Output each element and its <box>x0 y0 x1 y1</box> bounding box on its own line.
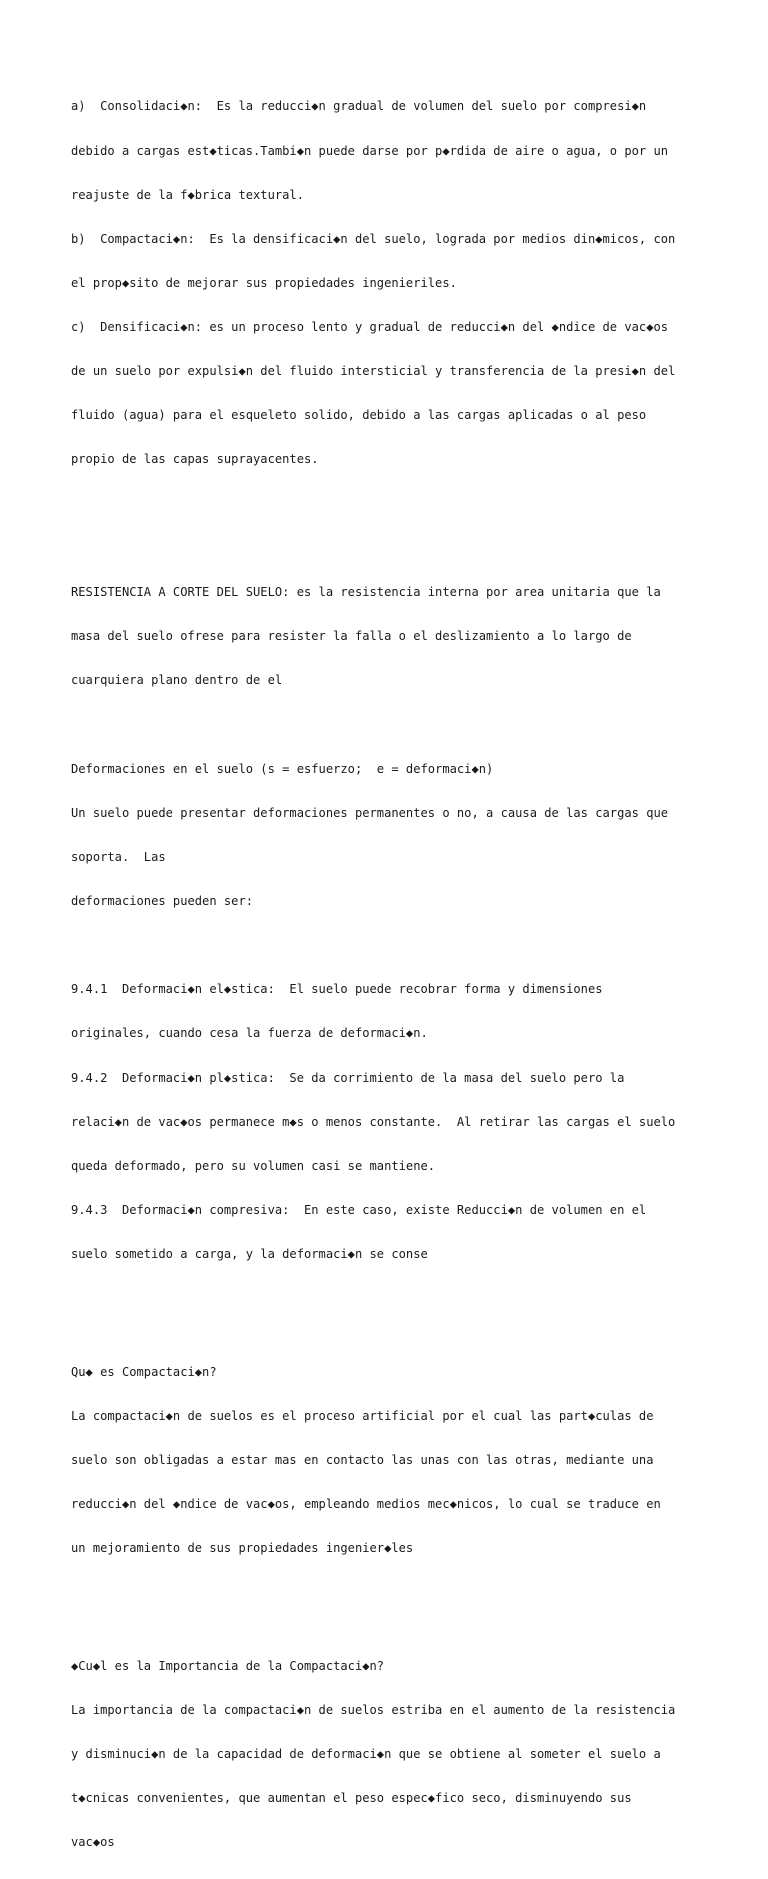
text-line: c) Densificaci◆n: es un proceso lento y gradual de reducci◆n del ◆ndice de vac◆os <box>71 319 669 334</box>
resistencia-paragraph <box>71 555 711 717</box>
text-line: vac◆os <box>71 1834 115 1849</box>
text-line: 9.4.3 Deformaci◆n compresiva: En este caso, existe Reducci◆n de volumen en el <box>71 1202 647 1217</box>
text-line: debido a cargas est◆ticas.Tambi◆n puede darse por p◆rdida de aire o agua, o por un <box>71 143 669 158</box>
text-line: Qu◆ es Compactaci◆n? <box>71 1364 217 1379</box>
text-line: La compactaci◆n de suelos es el proceso artificial por el cual las part◆culas de <box>71 1408 654 1423</box>
spacer <box>71 496 711 540</box>
text-line: b) Compactaci◆n: Es la densificaci◆n del suelo, lograda por medios din◆micos, con <box>71 231 676 246</box>
text-line: fluido (agua) para el esqueleto solido, debido a las cargas aplicadas o al peso <box>71 408 647 423</box>
text-line: un mejoramiento de sus propiedades ingenier◆les <box>71 1540 414 1555</box>
text-line: soporta. Las <box>71 849 166 864</box>
text-line: propio de las capas suprayacentes. <box>71 452 319 467</box>
tipos-deformacion-paragraph <box>71 953 711 1291</box>
text-line: de un suelo por expulsi◆n del fluido intersticial y transferencia de la presi◆n del <box>71 364 676 379</box>
text-line: reducci◆n del ◆ndice de vac◆os, empleando medios mec◆nicos, lo cual se traduce en <box>71 1496 661 1511</box>
text-line: Un suelo puede presentar deformaciones permanentes o no, a causa de las cargas que <box>71 805 669 820</box>
text-line: ◆Cu◆l es la Importancia de la Compactaci◆n? <box>71 1658 385 1673</box>
text-line: deformaciones pueden ser: <box>71 893 254 908</box>
text-line: La importancia de la compactaci◆n de suelos estriba en el aumento de la resistencia <box>71 1702 676 1717</box>
deformaciones-paragraph <box>71 732 711 938</box>
text-line: relaci◆n de vac◆os permanece m◆s o menos constante. Al retirar las cargas el suelo <box>71 1114 676 1129</box>
importancia-paragraph <box>71 1629 711 1879</box>
text-line: a) Consolidaci◆n: Es la reducci◆n gradual de volumen del suelo por compresi◆n <box>71 99 647 114</box>
text-line: y disminuci◆n de la capacidad de deformaci◆n que se obtiene al someter el suelo a <box>71 1746 661 1761</box>
spacer <box>71 1291 711 1335</box>
text-line: masa del suelo ofrese para resister la falla o el deslizamiento a lo largo de <box>71 628 632 643</box>
text-line: originales, cuando cesa la fuerza de deformaci◆n. <box>71 1026 428 1041</box>
text-line: el prop◆sito de mejorar sus propiedades ingenieriles. <box>71 275 457 290</box>
text-line: suelo sometido a carga, y la deformaci◆n se conse <box>71 1247 428 1262</box>
spacer <box>71 717 711 732</box>
text-line: 9.4.1 Deformaci◆n el◆stica: El suelo puede recobrar forma y dimensiones <box>71 982 603 997</box>
spacer <box>71 540 711 555</box>
document-page <box>71 70 711 1879</box>
definitions-paragraph <box>71 70 711 496</box>
spacer <box>71 938 711 953</box>
text-line: reajuste de la f◆brica textural. <box>71 187 304 202</box>
text-line: 9.4.2 Deformaci◆n pl◆stica: Se da corrimiento de la masa del suelo pero la <box>71 1070 625 1085</box>
text-line: Deformaciones en el suelo (s = esfuerzo; e = deformaci◆n) <box>71 761 494 776</box>
text-line: cuarquiera plano dentro de el <box>71 673 283 688</box>
text-line: suelo son obligadas a estar mas en contacto las unas con las otras, mediante una <box>71 1452 654 1467</box>
que-es-compactacion-paragraph <box>71 1335 711 1585</box>
text-line: RESISTENCIA A CORTE DEL SUELO: es la resistencia interna por area unitaria que la <box>71 584 661 599</box>
text-line: queda deformado, pero su volumen casi se mantiene. <box>71 1158 436 1173</box>
spacer <box>71 1585 711 1629</box>
text-line: t◆cnicas convenientes, que aumentan el peso espec◆fico seco, disminuyendo sus <box>71 1790 632 1805</box>
